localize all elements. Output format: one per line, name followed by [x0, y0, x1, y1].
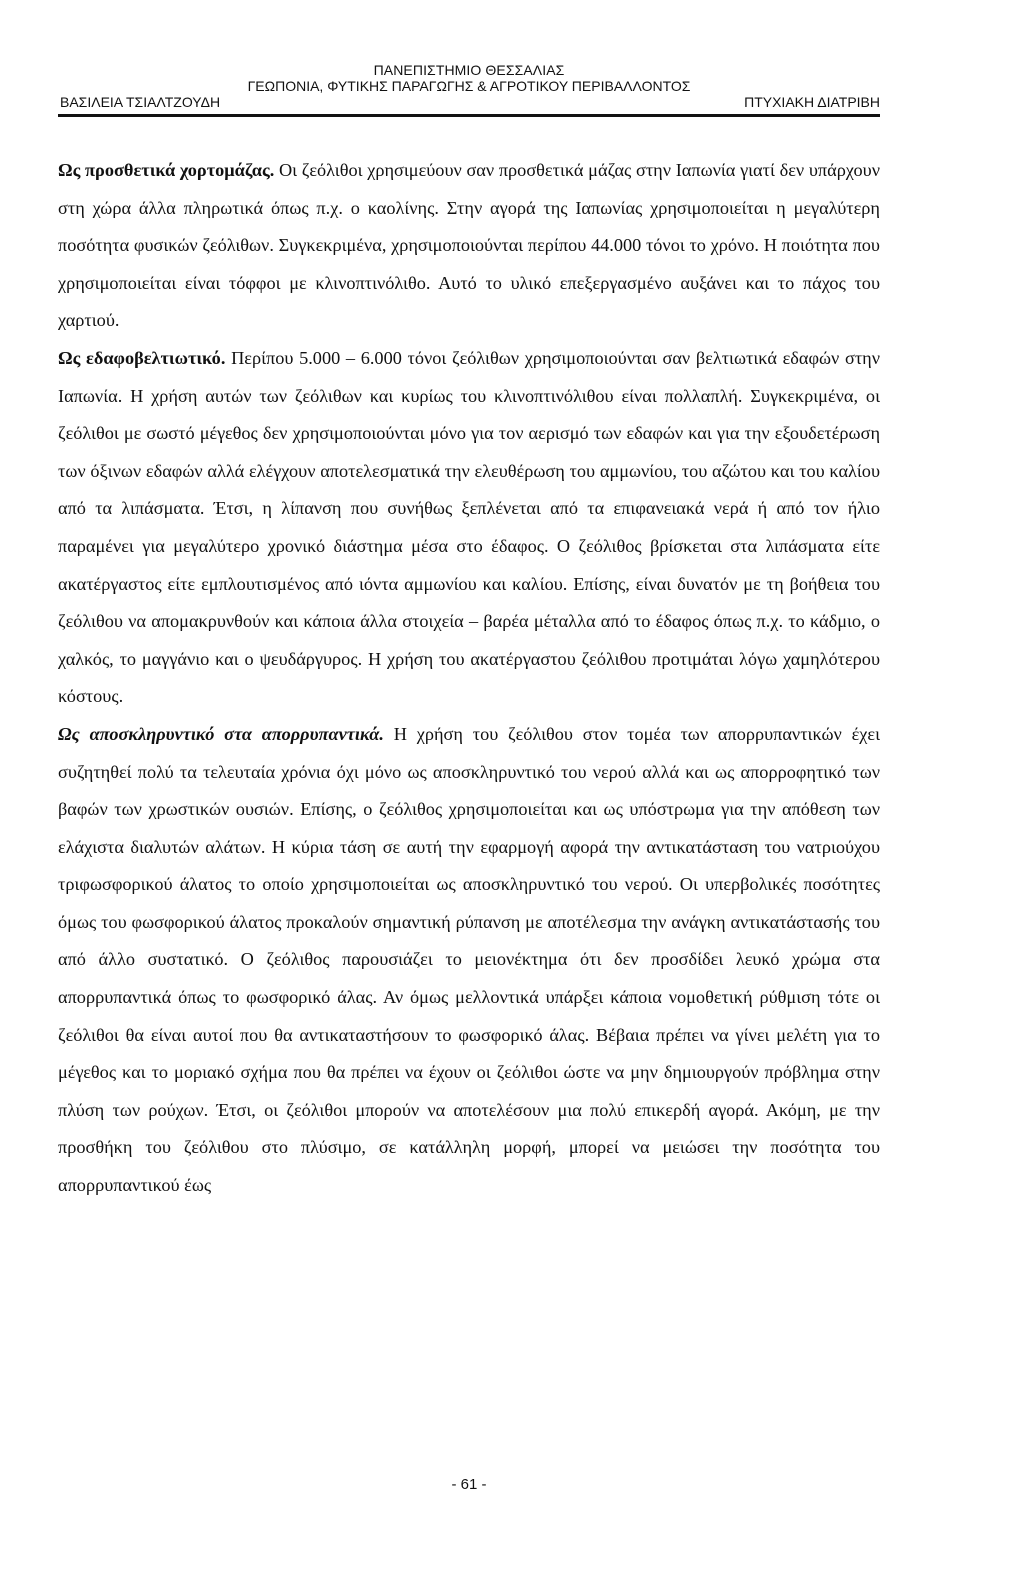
header-author: ΒΑΣΙΛΕΙΑ ΤΣΙΑΛΤΖΟΥΔΗ — [60, 94, 221, 110]
section-heading-soil-improver: Ως εδαφοβελτιωτικό. — [58, 347, 226, 368]
paragraph-detergent-softener — [58, 716, 880, 1205]
paragraph-pulp-filler — [58, 152, 880, 340]
header-department: ΓΕΩΠΟΝΙΑ, ΦΥΤΙΚΗΣ ΠΑΡΑΓΩΓΗΣ & ΑΓΡΟΤΙΚΟΥ ΠΕΡΙΒΑΛΛΟΝΤΟΣ — [247, 78, 691, 94]
header-divider — [58, 114, 880, 117]
header-university: ΠΑΝΕΠΙΣΤΗΜΙΟ ΘΕΣΣΑΛΙΑΣ — [373, 62, 565, 78]
section-heading-detergent-softener: Ως αποσκληρυντικό στα απορρυπαντικά. — [58, 723, 384, 744]
section-text-pulp-filler: Οι ζεόλιθοι χρησιμεύουν σαν προσθετικά μάζας στην Ιαπωνία γιατί δεν υπάρχουν στη χώρα άλλα πληρωτικά όπως π.χ. ο καολίνης. Στην αγορά της Ιαπωνίας χρησιμοποιείται η μεγαλύτερη ποσότητα φυσικών ζεόλιθων. Συγκεκριμένα, χρησιμοποιούνται περίπου 44.000 τόνοι το χρόνο. Η ποιότητα που χρησιμοποιείται είναι τόφφοι με κλινοπτινόλιθο. Αυτό το υλικό επεξεργασμένο αυξάνει και το πάχος του χαρτιού. — [58, 160, 880, 331]
section-heading-pulp-filler: Ως προσθετικά χορτομάζας. — [58, 160, 275, 180]
section-text-detergent-softener: Η χρήση του ζεόλιθου στον τομέα των απορρυπαντικών έχει συζητηθεί πολύ τα τελευταία χρόνια όχι μόνο ως αποσκληρυντικό του νερού αλλά και ως απορροφητικό των βαφών των χρωστικών ουσιών. Επίσης, ο ζεόλιθος χρησιμοποιείται και ως υπόστρωμα για την απόθεση των ελάχιστα διαλυτών αλάτων. Η κύρια τάση σε αυτή την εφαρμογή αφορά την αντικατάσταση του νατριούχου τριφωσφορικού άλατος το οποίο χρησιμοποιείται ως αποσκληρυντικό του νερού. Οι υπερβολικές ποσότητες όμως του φωσφορικού άλατος προκαλούν σημαντική ρύπανση με αποτέλεσμα την ανάγκη αντικατάστασής του από άλλο συστατικό. Ο ζεόλιθος παρουσιάζει το μειονέκτημα ότι δεν προσδίδει λευκό χρώμα στα απορρυπαντικά όπως το φωσφορικό άλας. Αν όμως μελλοντικά υπάρξει κάποια νομοθετική ρύθμιση τότε οι ζεόλιθοι θα είναι αυτοί που θα αντικαταστήσουν το φωσφορικό άλας. Βέβαια πρέπει να γίνει μελέτη για το μέγεθος και το μοριακό σχήμα που θα πρέπει να έχουν οι ζεόλιθοι ώστε να μην δημιουργούν πρόβλημα στην πλύση των ρούχων. Έτσι, οι ζεόλιθοι μπορούν να αποτελέσουν μια πολύ επικερδή αγορά. Ακόμη, με την προσθήκη του ζεόλιθου στο πλύσιμο, σε κατάλληλη μορφή, μπορεί να μειώσει την ποσότητα του απορρυπαντικού έως — [58, 723, 880, 1196]
header-bottom-row — [58, 78, 880, 94]
header-author-row — [58, 94, 880, 110]
paragraph-soil-improver — [58, 340, 880, 716]
page-header — [58, 62, 880, 110]
document-body — [58, 152, 880, 1205]
page-number: - 61 - — [451, 1476, 487, 1493]
section-text-soil-improver: Περίπου 5.000 – 6.000 τόνοι ζεόλιθων χρησιμοποιούνται σαν βελτιωτικά εδαφών στην Ιαπωνία. Η χρήση αυτών των ζεόλιθων και κυρίως του κλινοπτινόλιθου είναι πολλαπλή. Συγκεκριμένα, οι ζεόλιθοι με σωστό μέγεθος δεν χρησιμοποιούνται μόνο για τον αερισμό των εδαφών και για την εξουδετέρωση των όξινων εδαφών αλλά ελέγχουν αποτελεσματικά την ελευθέρωση του αμμωνίου, του αζώτου και του καλίου από τα λιπάσματα. Έτσι, η λίπανση που συνήθως ξεπλένεται από τα επιφανειακά νερά ή από τον ήλιο παραμένει για μεγαλύτερο χρονικό διάστημα μέσα στο έδαφος. Ο ζεόλιθος βρίσκεται στα λιπάσματα είτε ακατέργαστος είτε εμπλουτισμένος από ιόντα αμμωνίου και καλίου. Επίσης, είναι δυνατόν με τη βοήθεια του ζεόλιθου να απομακρυνθούν και κάποια άλλα στοιχεία – βαρέα μέταλλα από το έδαφος όπως π.χ. το κάδμιο, ο χαλκός, το μαγγάνιο και ο ψευδάργυρος. Η χρήση του ακατέργαστου ζεόλιθου προτιμάται λόγω χαμηλότερου κόστους. — [58, 347, 880, 707]
header-doc-type: ΠΤΥΧΙΑΚΗ ΔΙΑΤΡΙΒΗ — [744, 94, 880, 110]
